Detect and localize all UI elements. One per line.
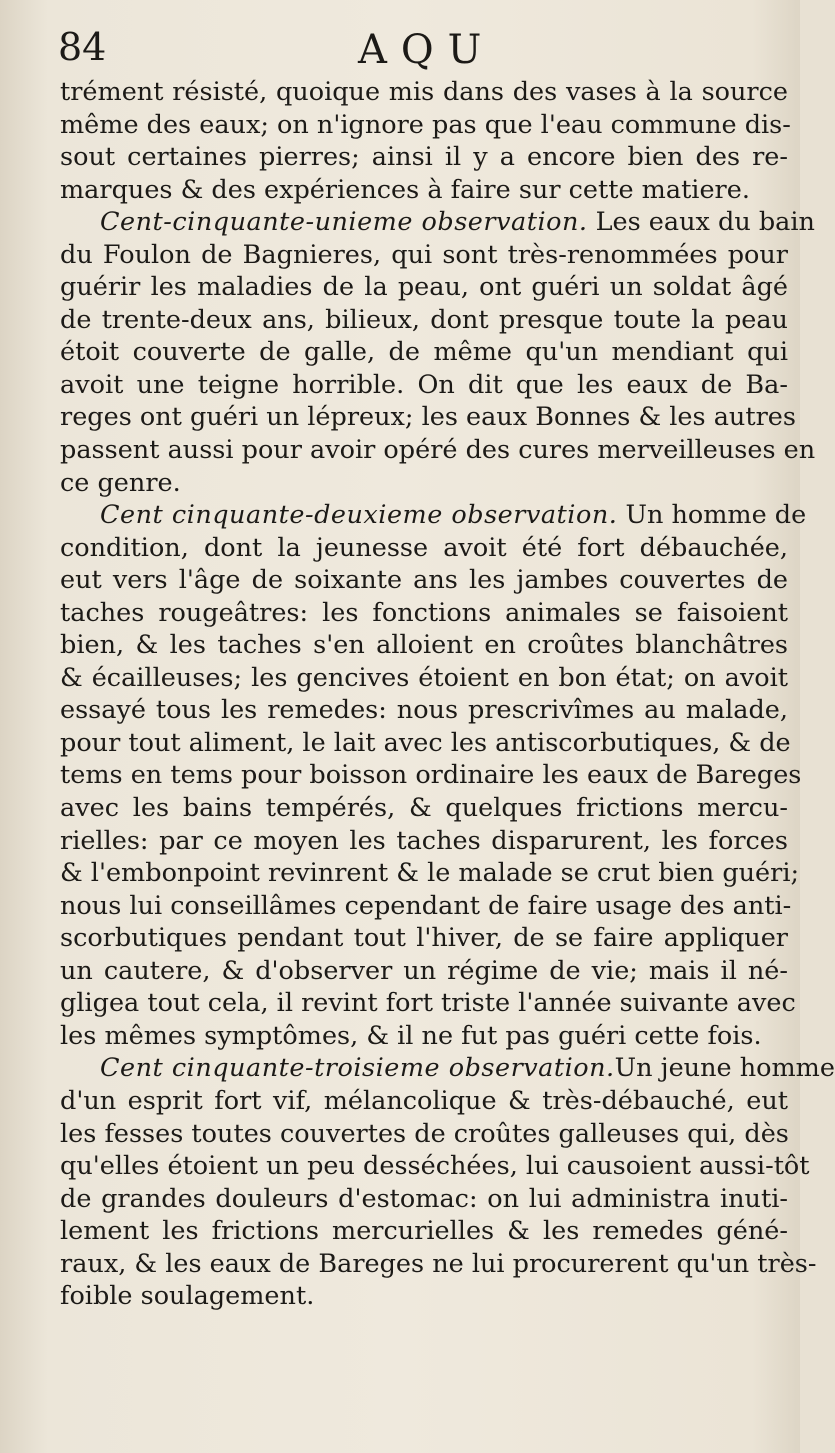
text-line <box>60 825 788 858</box>
line-text: ce genre. <box>60 467 181 498</box>
text-line <box>60 694 788 727</box>
line-text: & écailleuses; les gencives étoient en bon état; on avoit <box>60 662 788 693</box>
line-text: reges ont guéri un lépreux; les eaux Bonnes & les autres <box>60 402 796 433</box>
line-text: rielles: par ce moyen les taches disparurent, les forces <box>60 825 788 856</box>
line-text: taches rougeâtres: les fonctions animales se faisoient <box>60 597 788 628</box>
text-line <box>60 922 788 955</box>
text-line <box>60 857 800 890</box>
text-line <box>60 109 791 142</box>
text-line <box>60 629 788 662</box>
text-line <box>60 467 788 500</box>
line-text: scorbutiques pendant tout l'hiver, de se faire appliquer <box>60 923 788 954</box>
line-text: étoit couverte de galle, de même qu'un mendiant qui <box>60 337 788 368</box>
line-text: marques & des expériences à faire sur cette matiere. <box>60 174 750 205</box>
text-line <box>60 401 796 434</box>
body-text <box>60 76 835 1313</box>
line-text: de grandes douleurs d'estomac: on lui administra inuti- <box>60 1183 788 1214</box>
text-line <box>60 141 788 174</box>
line-text: eut vers l'âge de soixante ans les jambes couvertes de <box>60 565 788 596</box>
line-text: pour tout aliment, le lait avec les antiscorbutiques, & de <box>60 727 791 758</box>
observation-heading-line <box>60 499 807 532</box>
line-text: gligea tout cela, il revint fort triste l'année suivante avec <box>60 988 796 1019</box>
line-text: un cautere, & d'observer un régime de vie; mais il né- <box>60 955 788 986</box>
line-text: sout certaines pierres; ainsi il y a encore bien des re- <box>60 142 788 173</box>
text-line <box>60 76 788 109</box>
line-text: Un homme de <box>617 500 807 531</box>
text-line <box>60 890 792 923</box>
text-line <box>60 597 788 630</box>
observation-heading: Cent cinquante-troisieme observation. <box>100 1053 615 1084</box>
text-line <box>60 727 791 760</box>
text-line <box>60 1020 788 1053</box>
text-line <box>60 369 788 402</box>
line-text: & l'embonpoint revinrent & le malade se crut bien guéri; <box>60 858 800 889</box>
text-line <box>60 434 816 467</box>
line-text: raux, & les eaux de Bareges ne lui procurerent qu'un très- <box>60 1248 817 1279</box>
line-text: bien, & les taches s'en alloient en croûtes blanchâtres <box>60 630 788 661</box>
text-line <box>60 564 788 597</box>
text-line <box>60 1280 788 1313</box>
line-text: les fesses toutes couvertes de croûtes galleuses qui, dès <box>60 1118 789 1149</box>
text-line <box>60 987 796 1020</box>
line-text: Un jeune homme <box>614 1053 835 1084</box>
line-text: du Foulon de Bagnieres, qui sont très-renommées pour <box>60 239 788 270</box>
observation-heading: Cent-cinquante-unieme observation. <box>100 207 588 238</box>
running-head <box>58 22 788 82</box>
running-head-title: AQU <box>358 27 496 73</box>
text-line <box>60 955 788 988</box>
line-text: Les eaux du bain <box>587 207 815 238</box>
line-text: passent aussi pour avoir opéré des cures merveilleuses en <box>60 435 816 466</box>
text-line <box>60 174 788 207</box>
line-text: tems en tems pour boisson ordinaire les eaux de Bareges <box>60 760 802 791</box>
line-text: avoit une teigne horrible. On dit que les eaux de Ba- <box>60 369 788 400</box>
text-line <box>60 532 788 565</box>
text-line <box>60 759 802 792</box>
text-line <box>60 304 788 337</box>
line-text: guérir les maladies de la peau, ont guéri un soldat âgé <box>60 272 788 303</box>
text-line <box>60 792 788 825</box>
line-text: nous lui conseillâmes cependant de faire usage des anti- <box>60 890 792 921</box>
text-line <box>60 1215 788 1248</box>
line-text: d'un esprit fort vif, mélancolique & très-débauché, eut <box>60 1085 788 1116</box>
page-number: 84 <box>58 25 107 69</box>
text-line <box>60 662 788 695</box>
text-line <box>60 1118 788 1151</box>
line-text: trément résisté, quoique mis dans des vases à la source <box>60 77 788 107</box>
text-line <box>60 1085 788 1118</box>
text-line <box>60 1150 810 1183</box>
observation-heading: Cent cinquante-deuxieme observation. <box>100 500 618 531</box>
text-line <box>60 336 788 369</box>
observation-heading-line <box>60 1052 835 1085</box>
text-line <box>60 1248 817 1281</box>
line-text: les mêmes symptômes, & il ne fut pas guéri cette fois. <box>60 1020 762 1051</box>
line-text: lement les frictions mercurielles & les remedes géné- <box>60 1216 788 1247</box>
line-text: essayé tous les remedes: nous prescrivîmes au malade, <box>60 695 788 726</box>
text-line <box>60 271 788 304</box>
line-text: de trente-deux ans, bilieux, dont presque toute la peau <box>60 304 788 335</box>
line-text: avec les bains tempérés, & quelques frictions mercu- <box>60 793 788 824</box>
text-line <box>60 1183 788 1216</box>
line-text: condition, dont la jeunesse avoit été fort débauchée, <box>60 532 788 563</box>
text-line <box>60 239 788 272</box>
line-text: foible soulagement. <box>60 1281 315 1312</box>
observation-heading-line <box>60 206 815 239</box>
line-text: qu'elles étoient un peu desséchées, lui causoient aussi-tôt <box>60 1151 810 1182</box>
line-text: même des eaux; on n'ignore pas que l'eau commune dis- <box>60 109 791 140</box>
